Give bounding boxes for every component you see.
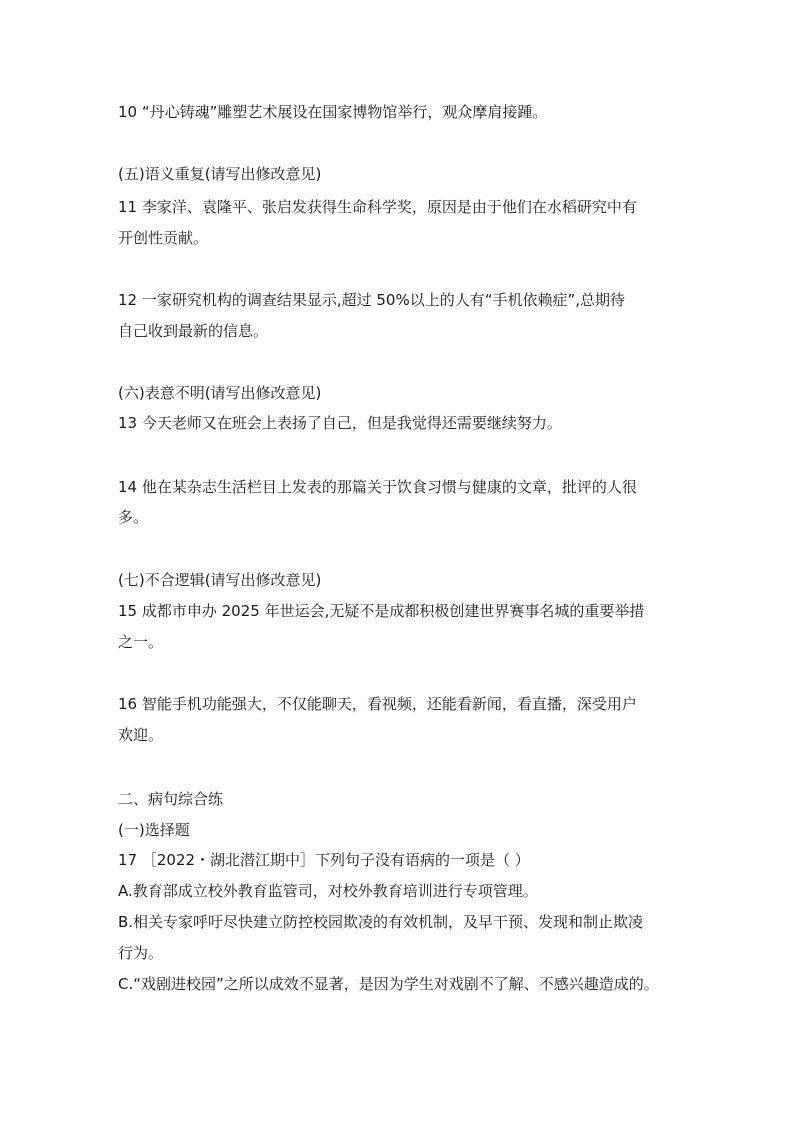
question-15-line-2: 之一。 [118, 633, 164, 651]
subsection-choice-heading: (一)选择题 [118, 821, 190, 839]
question-10: 10 “丹心铸魂”雕塑艺术展设在国家博物馆举行，观众摩肩接踵。 [118, 103, 548, 121]
section-heading-illogical: (七)不合逻辑(请写出修改意见) [118, 571, 322, 589]
section-heading-ambiguity: (六)表意不明(请写出修改意见) [118, 384, 322, 402]
question-12-line-1: 12 一家研究机构的调查结果显示,超过 50%以上的人有“手机依赖症”,总期待 [118, 291, 626, 309]
question-12-line-2: 自己收到最新的信息。 [118, 322, 269, 340]
question-16-line-2: 欢迎。 [118, 726, 164, 744]
option-b-line-1: B.相关专家呼吁尽快建立防控校园欺凌的有效机制，及早干预、发现和制止欺凌 [118, 913, 644, 931]
part-two-heading: 二、病句综合练 [118, 790, 224, 808]
question-14-line-1: 14 他在某杂志生活栏目上发表的那篇关于饮食习惯与健康的文章，批评的人很 [118, 478, 637, 496]
section-heading-redundancy: (五)语义重复(请写出修改意见) [118, 165, 322, 183]
option-c: C.“戏剧进校园”之所以成效不显著，是因为学生对戏剧不了解、不感兴趣造成的。 [118, 975, 659, 993]
question-16-line-1: 16 智能手机功能强大，不仅能聊天，看视频，还能看新闻，看直播，深受用户 [118, 695, 637, 713]
question-11-line-1: 11 李家洋、袁隆平、张启发获得生命科学奖，原因是由于他们在水稻研究中有 [118, 198, 637, 216]
question-14-line-2: 多。 [118, 508, 149, 526]
question-15-line-1: 15 成都市申办 2025 年世运会,无疑不是成都积极创建世界赛事名城的重要举措 [118, 602, 645, 620]
option-a: A.教育部成立校外教育监管司，对校外教育培训进行专项管理。 [118, 882, 538, 900]
question-13: 13 今天老师又在班会上表扬了自己，但是我觉得还需要继续努力。 [118, 414, 562, 432]
option-b-line-2: 行为。 [118, 944, 164, 962]
question-11-line-2: 开创性贡献。 [118, 229, 209, 247]
question-17-stem: 17 ［2022・湖北潜江期中］下列句子没有语病的一项是（ ） [118, 851, 530, 869]
